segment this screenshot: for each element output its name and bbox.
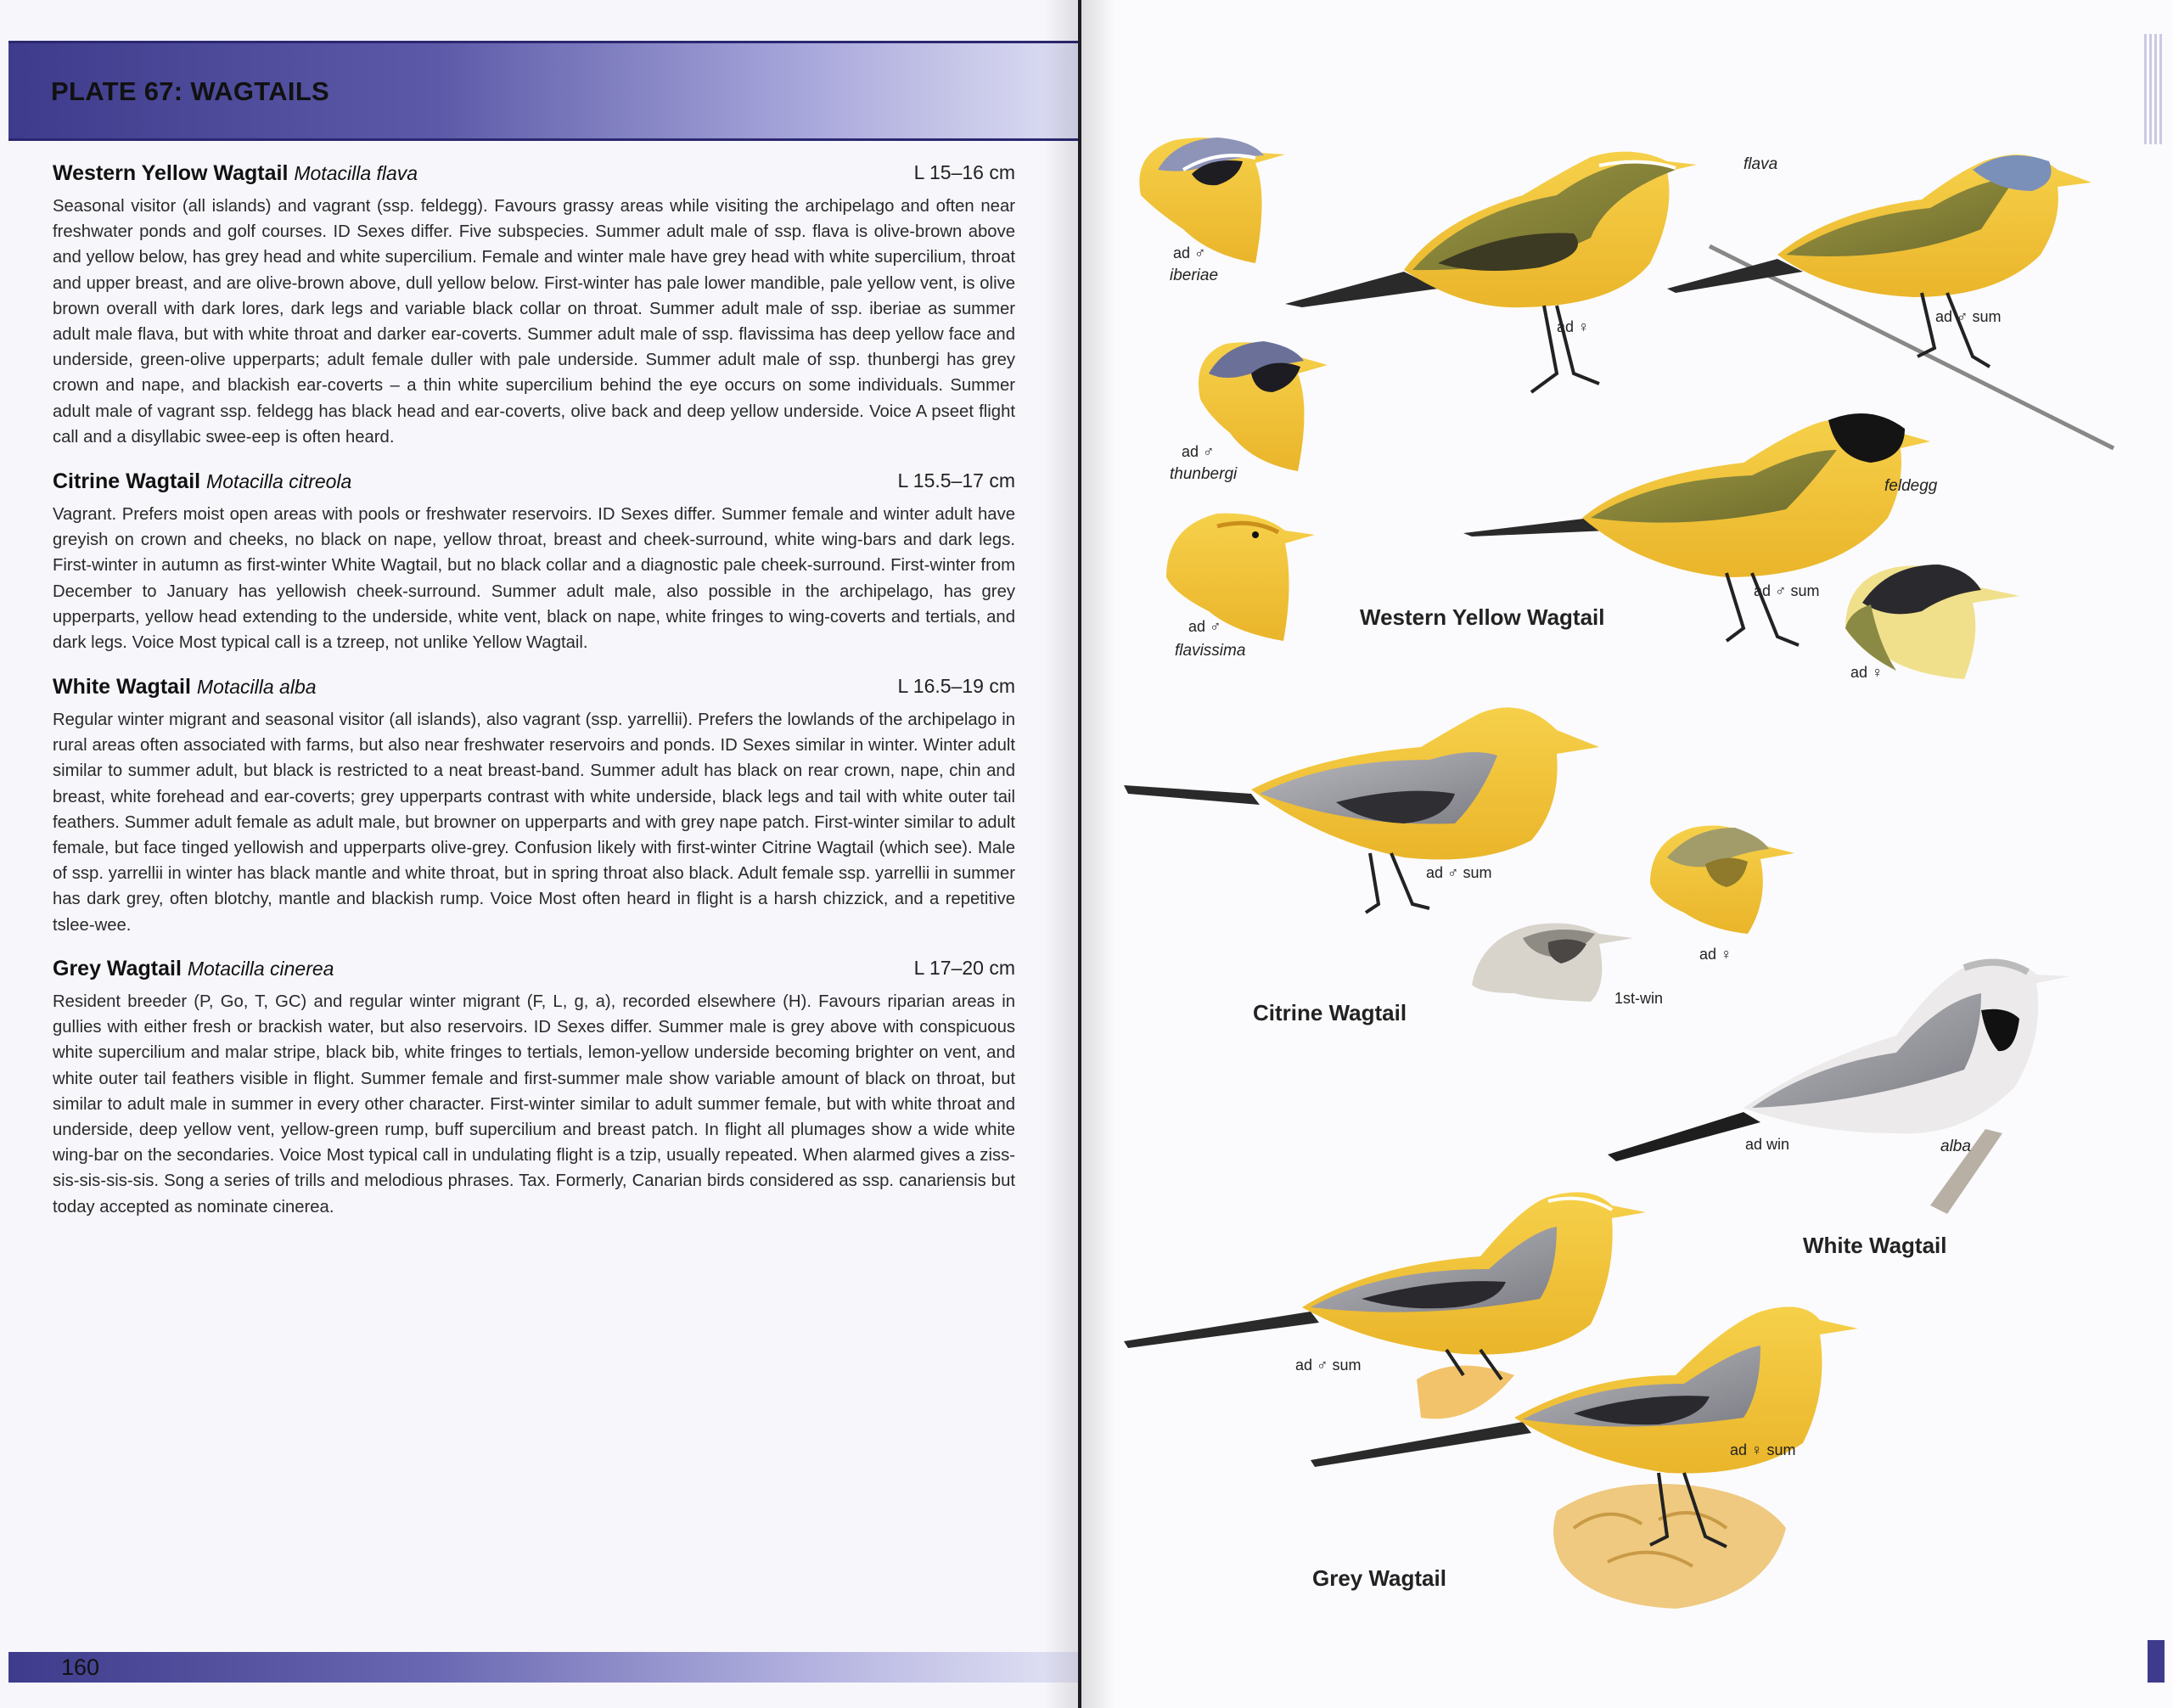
label-citrine-first-winter: 1st-win xyxy=(1614,990,1664,1007)
label-iberiae-age: ad ♂ xyxy=(1173,244,1206,261)
citrine-female-head-illustration xyxy=(1650,826,1794,935)
label-feldegg-female: ad ♀ xyxy=(1850,664,1884,681)
citrine-male-summer-illustration xyxy=(1124,707,1599,913)
label-thunbergi-age: ad ♂ xyxy=(1182,443,1215,460)
label-wyw-female: ad ♀ xyxy=(1557,318,1590,335)
label-feldegg: feldegg xyxy=(1884,477,1938,495)
species-length: L 15.5–17 cm xyxy=(897,469,1015,492)
label-alba: alba xyxy=(1940,1138,1971,1155)
species-description: Regular winter migrant and seasonal visitor (all islands), also vagrant (ssp. yarrellii). Prefers the lowlands of the archipelago in rural areas often associated with farms, but also near freshwater reservoirs and ponds. ID Sexes similar in winter. Winter adult similar to summer adult, but black is restricted to a neat breast-band. Summer adult has black on rear crown, nape, chin and breast, white forehead and ear-coverts; grey upperparts contrast with white underside, black legs and tail with white outer tail feathers. Summer adult female as adult male, but browner on upperparts and with grey nape patch. First-winter similar to adult female, but face tinged yellowish and upperparts olive-grey. Confusion likely with first-winter Citrine Wagtail (which see). Male of ssp. yarrellii in winter has black mantle and white throat, but in spring throat also black. Adult female ssp. yarrellii in summer has dark grey, often blotchy, mantle and blackish rump. Voice Most often heard in flight is a harsh chizzick, and a repetitive tslee-wee. xyxy=(53,711,1015,935)
species-length: L 15–16 cm xyxy=(913,161,1015,183)
species-name: Western Yellow Wagtail Motacilla flava xyxy=(53,161,418,185)
plate-title: PLATE 67: WAGTAILS xyxy=(51,76,330,106)
iberiae-head-illustration xyxy=(1139,138,1285,263)
species-name: Grey Wagtail Motacilla cinerea xyxy=(53,957,334,980)
citrine-first-winter-head-illustration xyxy=(1472,924,1633,1002)
label-flavissima: flavissima xyxy=(1175,642,1246,660)
label-flava: flava xyxy=(1743,155,1778,173)
label-citrine-male-sum: ad ♂ sum xyxy=(1426,864,1492,881)
bird-illustrations xyxy=(1081,0,2173,1708)
species-length: L 17–20 cm xyxy=(913,957,1015,979)
gutter-shadow xyxy=(1044,0,1078,1708)
wyw-female-illustration xyxy=(1285,152,1697,392)
species-scientific-name: Motacilla flava xyxy=(294,162,418,184)
label-thunbergi: thunbergi xyxy=(1170,465,1238,483)
label-citrine-female: ad ♀ xyxy=(1699,946,1732,963)
page-number: 160 xyxy=(61,1655,100,1680)
right-page-plate xyxy=(1081,0,2173,1708)
species-scientific-name: Motacilla cinerea xyxy=(187,958,334,980)
plate-species-label-western-yellow-wagtail: Western Yellow Wagtail xyxy=(1360,604,1605,630)
species-description: Resident breeder (P, Go, T, GC) and regular winter migrant (F, L, g, a), recorded elsewhere (H). Favours riparian areas in gullies with either fresh or brackish water, but also reservoirs. ID Sexes differ. Summer male is grey above with conspicuous white supercilium and malar stripe, black bib, white fringes to tertials, lemon-yellow underside becoming brighter on vent, and white outer tail feathers visible in flight. Summer female and first-summer male show variable amount of black on throat, but similar to adult male in summer in every other character. First-winter similar to adult summer female, but with white throat and underside, deep yellow vent, yellow-green rump, buff supercilium and breast patch. In flight all plumages show a wide white wing-bar on the secondaries. Voice Most typical call in undulating flight is a tzip, usually repeated. When alarmed gives a ziss-sis-sis-sis-sis. Song a series of trills and melodious phrases. Tax. Formerly, Canarian birds considered as ssp. canariensis but today accepted as nominate cinerea. xyxy=(53,992,1015,1216)
feldegg-female-head-illustration xyxy=(1845,565,2019,679)
label-feldegg-male-sum: ad ♂ sum xyxy=(1754,582,1820,599)
plate-species-label-citrine-wagtail: Citrine Wagtail xyxy=(1253,1000,1407,1025)
label-iberiae: iberiae xyxy=(1170,267,1219,284)
plate-species-label-white-wagtail: White Wagtail xyxy=(1803,1233,1947,1258)
species-grey-wagtail xyxy=(53,957,1015,1220)
white-wagtail-winter-illustration xyxy=(1608,961,2070,1214)
species-white-wagtail xyxy=(53,675,1015,938)
thunbergi-head-illustration xyxy=(1199,341,1328,471)
species-western-yellow-wagtail xyxy=(53,161,1015,450)
label-flava-male-sum: ad ♂ sum xyxy=(1935,308,2002,325)
species-citrine-wagtail xyxy=(53,469,1015,655)
flava-male-summer-illustration xyxy=(1667,155,2114,448)
species-name: Citrine Wagtail Motacilla citreola xyxy=(53,469,352,493)
footer-band xyxy=(8,1652,1078,1683)
page-edge-tab-marks xyxy=(2144,34,2165,144)
species-name: White Wagtail Motacilla alba xyxy=(53,675,317,699)
species-description: Vagrant. Prefers moist open areas with pools or freshwater reservoirs. ID Sexes differ. Summer female and winter adult have greyish on crown and cheeks, no black on nape, yellow throat, breast and cheek-surround, white wing-bars and dark legs. First-winter in autumn as first-winter White Wagtail, but no black collar and a diagnostic pale cheek-surround. First-winter from December to January has yellowish cheek-surround. Summer adult male, also possible in the archipelago, has grey upperparts, yellow head extending to the underside, white vent, black on nape, white fringes to wing-coverts and tertials, and dark legs. Voice Most typical call is a tzreep, not unlike Yellow Wagtail. xyxy=(53,505,1015,653)
species-description: Seasonal visitor (all islands) and vagrant (ssp. feldegg). Favours grassy areas while visiting the archipelago and often near freshwater ponds and golf courses. ID Sexes differ. Five subspecies. Summer adult male of ssp. flava is olive-brown above and yellow below, has grey head and white supercilium. Female and winter male have grey head with white supercilium, throat and upper breast, and are olive-brown above, dull yellow below. First-winter has pale lower mandible, pale yellow vent, is olive brown overall with dark lores, dark legs and variable black collar on throat. Summer adult male of ssp. iberiae as summer adult male flava, but with white throat and darker ear-coverts. Summer adult male of ssp. flavissima has deep yellow face and underside, green-olive upperparts; adult female duller with pale underside. Summer adult male of ssp. thunbergi has grey crown and nape, and blackish ear-coverts – a thin white supercilium behind the eye occurs on some individuals. Summer adult male of vagrant ssp. feldegg has black head and ear-coverts, olive back and deep yellow underside. Voice A pseet flight call and a disyllabic swee-eep is often heard. xyxy=(53,197,1015,447)
label-grey-female-sum: ad ♀ sum xyxy=(1730,1441,1796,1458)
species-length: L 16.5–19 cm xyxy=(897,675,1015,697)
left-page xyxy=(0,0,1078,1708)
label-flavissima-age: ad ♂ xyxy=(1188,618,1221,635)
plate-species-label-grey-wagtail: Grey Wagtail xyxy=(1312,1565,1446,1591)
label-white-ad-win: ad win xyxy=(1745,1136,1790,1153)
label-grey-male-sum: ad ♂ sum xyxy=(1295,1357,1362,1374)
species-scientific-name: Motacilla alba xyxy=(196,676,317,698)
page-edge-tab-mark xyxy=(2148,1640,2165,1683)
species-scientific-name: Motacilla citreola xyxy=(206,470,352,492)
grey-wagtail-male-summer-illustration xyxy=(1124,1192,1646,1419)
